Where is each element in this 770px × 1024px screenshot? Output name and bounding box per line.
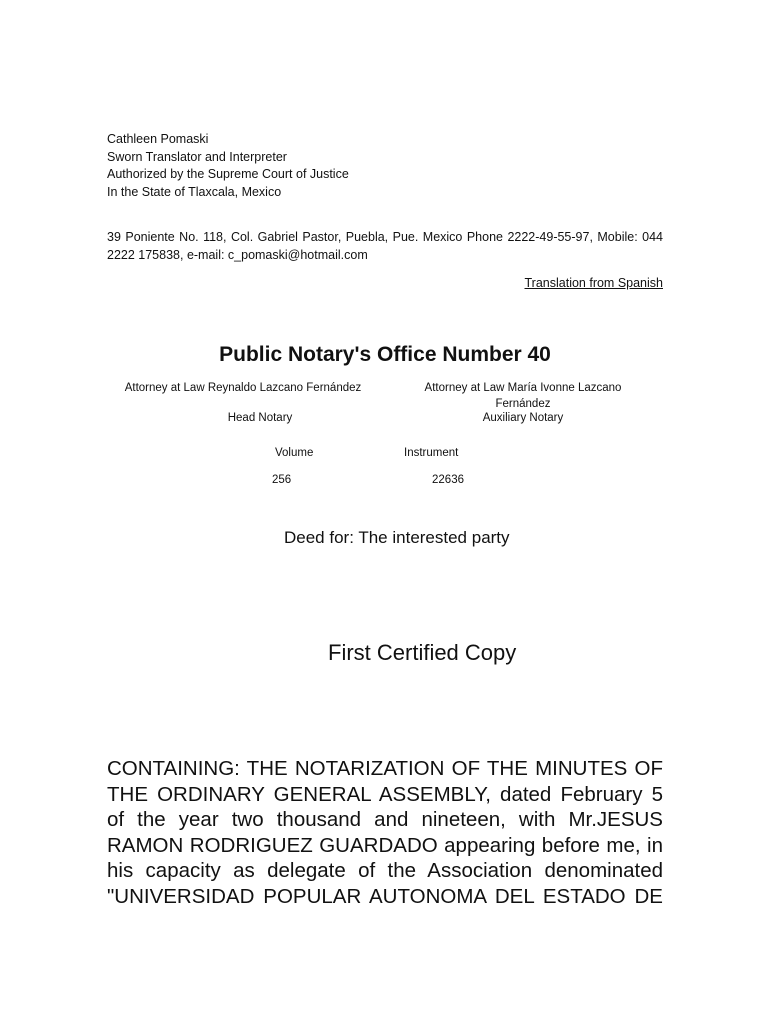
volume-label: Volume: [275, 447, 314, 459]
translator-location: In the State of Tlaxcala, Mexico: [107, 184, 282, 199]
auxiliary-attorney-name: Attorney at Law María Ivonne Lazcano Fernández: [424, 382, 622, 410]
auxiliary-notary-role: Auxiliary Notary: [482, 412, 564, 424]
certified-copy-title: First Certified Copy: [328, 640, 517, 665]
head-attorney-name: Attorney at Law Reynaldo Lazcano Fernández: [124, 382, 362, 394]
instrument-label: Instrument: [404, 447, 459, 459]
translator-name: Cathleen Pomaski: [107, 132, 209, 146]
contact-address: 39 Poniente No. 118, Col. Gabriel Pastor, Puebla, Pue. Mexico Phone 2222-49-55-97, Mobile: 044 2222 175838, e-mail: c_pomaski@hotmail.com: [107, 230, 663, 262]
volume-value: 256: [272, 474, 292, 486]
containing-paragraph: CONTAINING: THE NOTARIZATION OF THE MINUTES OF THE ORDINARY GENERAL ASSEMBLY, dated February 5 of the year two thousand and nineteen, with Mr.JESUS RAMON RODRIGUEZ GUARDADO appearing before me, in his capacity as delegate of the Association denominated "UNIVERSIDAD POPULAR AUTONOMA DEL ESTADO DE: [107, 757, 663, 908]
translator-title: Sworn Translator and Interpreter: [107, 149, 287, 164]
translation-note: Translation from Spanish: [524, 276, 663, 290]
office-title: Public Notary's Office Number 40: [219, 343, 551, 366]
instrument-value: 22636: [432, 474, 464, 486]
translator-block: [107, 131, 349, 201]
head-notary-role: Head Notary: [227, 412, 293, 424]
translator-authorization: Authorized by the Supreme Court of Justice: [107, 167, 349, 181]
deed-for: Deed for: The interested party: [284, 528, 510, 547]
